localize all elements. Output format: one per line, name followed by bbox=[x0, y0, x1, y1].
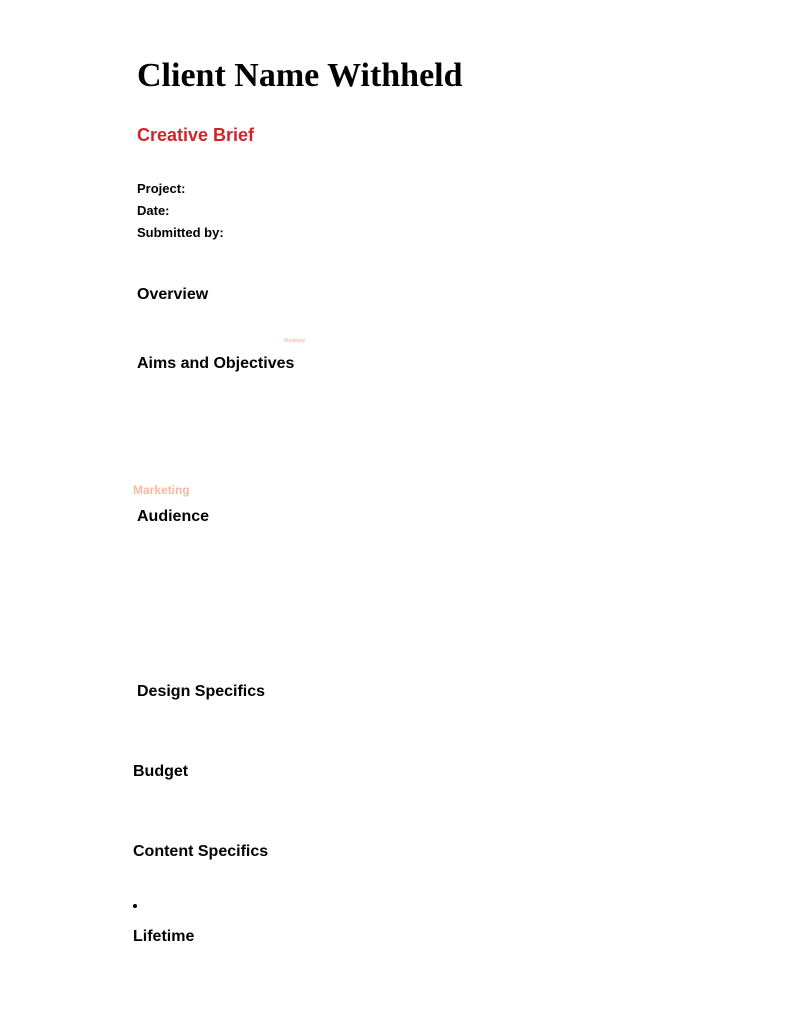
date-label: Date: bbox=[137, 203, 170, 218]
submitted-by-label: Submitted by: bbox=[137, 225, 224, 240]
section-heading-budget: Budget bbox=[133, 763, 189, 780]
section-heading-design-specifics: Design Specifics bbox=[137, 683, 266, 700]
document-subtitle: Creative Brief bbox=[137, 125, 255, 145]
section-heading-overview: Overview bbox=[137, 286, 209, 303]
document-title: Client Name Withheld bbox=[137, 57, 463, 94]
section-heading-aims-and-objectives: Aims and Objectives bbox=[137, 355, 295, 372]
section-heading-content-specifics: Content Specifics bbox=[133, 843, 269, 860]
watermark-marketing: Marketing bbox=[133, 483, 190, 497]
bullet-dot-icon bbox=[133, 904, 137, 908]
watermark-small: Vecteezy bbox=[284, 338, 306, 344]
section-heading-audience: Audience bbox=[137, 508, 210, 525]
project-label: Project: bbox=[137, 181, 186, 196]
section-heading-lifetime: Lifetime bbox=[133, 928, 195, 945]
